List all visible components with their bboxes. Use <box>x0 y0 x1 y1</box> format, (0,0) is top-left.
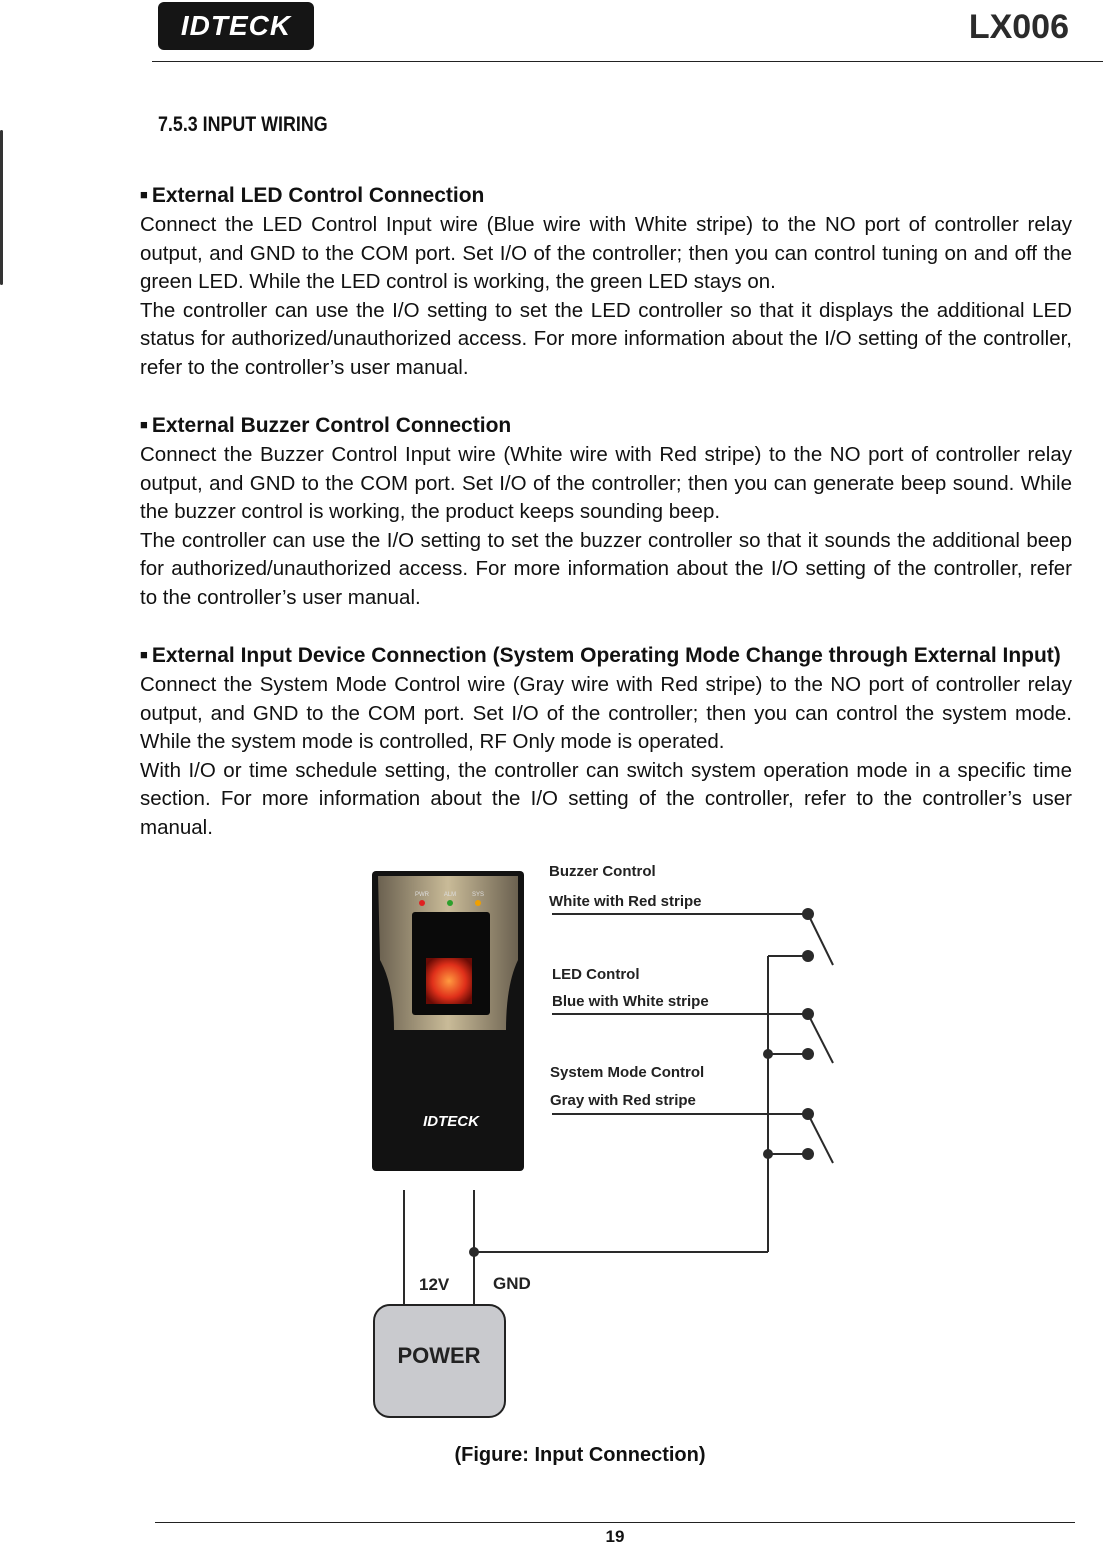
buzzer-wire-label: White with Red stripe <box>549 893 702 910</box>
sys-led-icon <box>475 900 481 906</box>
reader-device <box>372 871 524 1171</box>
heading-input-device: ■ External Input Device Connection (System Operating Mode Change through External Input) <box>140 644 1061 667</box>
led-indicator-label: SYS <box>471 892 485 898</box>
bullet-icon: ■ <box>140 417 148 432</box>
idteck-logo: IDTECK <box>158 2 314 50</box>
led-wire-label: Blue with White stripe <box>552 993 709 1010</box>
bullet-icon: ■ <box>140 647 148 662</box>
led-indicator-label: ALM <box>443 892 457 898</box>
heading-buzzer-control: ■ External Buzzer Control Connection <box>140 414 512 437</box>
heading-led-control: ■ External LED Control Connection <box>140 184 485 207</box>
power-label: POWER <box>397 1343 481 1368</box>
figure-caption: (Figure: Input Connection) <box>454 1444 706 1466</box>
power-supply <box>374 1305 505 1417</box>
model-name: LX006 <box>968 8 1069 46</box>
buzzer-control-label: Buzzer Control <box>549 863 656 880</box>
device-logo: IDTECK <box>423 1113 479 1130</box>
mode-control-label: System Mode Control <box>550 1064 705 1081</box>
paragraph: Connect the LED Control Input wire (Blue wire with White stripe) to the NO port of controller relay output, and GND to the COM port. Set I/O of the controller; then you can control tuning on and off the green LED. While the LED control is working, the green LED stays on. <box>140 213 1072 293</box>
section-title: 7.5.3 INPUT WIRING <box>158 113 328 136</box>
footer-rule <box>155 1522 1075 1523</box>
alm-led-icon <box>447 900 453 906</box>
mode-wire-label: Gray with Red stripe <box>550 1092 696 1109</box>
led-control-label: LED Control <box>552 966 640 983</box>
paragraph: Connect the Buzzer Control Input wire (White wire with Red stripe) to the NO port of controller relay output, and GND to the COM port. Set I/O of the controller; then you can generate beep sound. While the buzzer control is working, the product keeps sounding beep. <box>140 443 1072 523</box>
pwr-led-icon <box>419 900 425 906</box>
led-indicator-label: PWR <box>415 892 429 898</box>
12v-label: 12V <box>419 1275 450 1294</box>
gnd-label: GND <box>493 1274 531 1293</box>
paragraph: Connect the System Mode Control wire (Gray wire with Red stripe) to the NO port of controller relay output, and GND to the COM port. Set I/O of the controller; then you can control the system mode. While the system mode is controlled, RF Only mode is operated. <box>140 673 1072 753</box>
paragraph: With I/O or time schedule setting, the controller can switch system operation mode in a specific time section. For more information about the I/O setting of the controller, refer to the controller’s user manual. <box>140 758 1072 839</box>
page-number: 19 <box>605 1527 625 1546</box>
bullet-icon: ■ <box>140 187 148 202</box>
paragraph: The controller can use the I/O setting to set the buzzer controller so that it sounds the additional beep for authorized/unauthorized access. For more information about the I/O setting of the controller, refer to the controller’s user manual. <box>140 528 1072 609</box>
paragraph: The controller can use the I/O setting to set the LED controller so that it displays the additional LED status for authorized/unauthorized access. For more information about the I/O setting of the controller, refer to the controller’s user manual. <box>140 298 1072 379</box>
